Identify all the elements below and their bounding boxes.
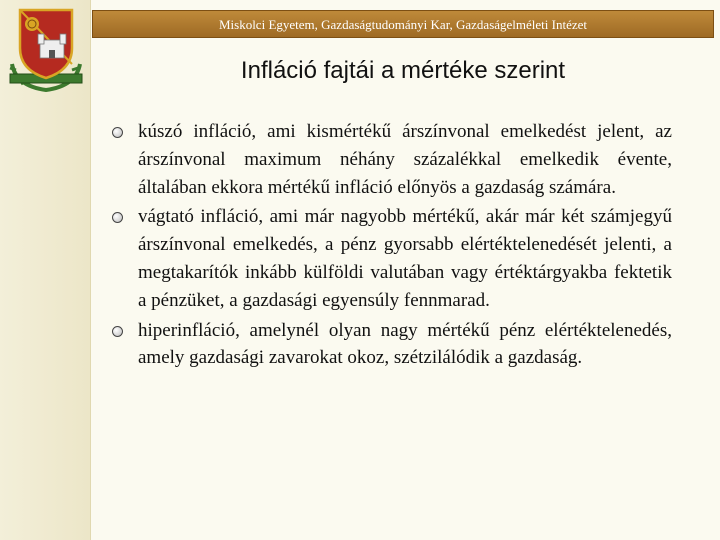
bullet-text: kúszó infláció, ami kismértékű árszínvonal emelkedést jelent, az árszínvonal maximum néhány százalékkal emelkedik évente, általában ekkora mértékű infláció előnyös a gazdaság számára. [138,121,672,198]
bullet-text: hiperinfláció, amelynél olyan nagy mértékű pénz elértéktelenedés, amely gazdasági zavarokat okoz, szétzilálódik a gazdaság. [138,319,672,369]
header-bar [92,10,714,38]
bullet-list [112,118,672,374]
list-item [112,118,672,201]
bullet-text: vágtató infláció, ami már nagyobb mértékű, akár már két számjegyű árszínvonal emelkedés, a pénz gyorsabb elértéktelenedését jelenti, a megtakarítók inkább külföldi valutában vagy értéktárgyakba fektetik a pénzüket, a gazdasági egyensúly fennmarad. [138,206,672,311]
list-item [112,203,672,314]
list-item [112,317,672,373]
bullet-icon [112,326,123,337]
bullet-icon [112,127,123,138]
institution-header: Miskolci Egyetem, Gazdaságtudományi Kar, Gazdaságelméleti Intézet [218,17,588,32]
bullet-icon [112,212,123,223]
university-crest-logo [2,4,90,92]
slide-title: Infláció fajtái a mértéke szerint [240,57,566,84]
